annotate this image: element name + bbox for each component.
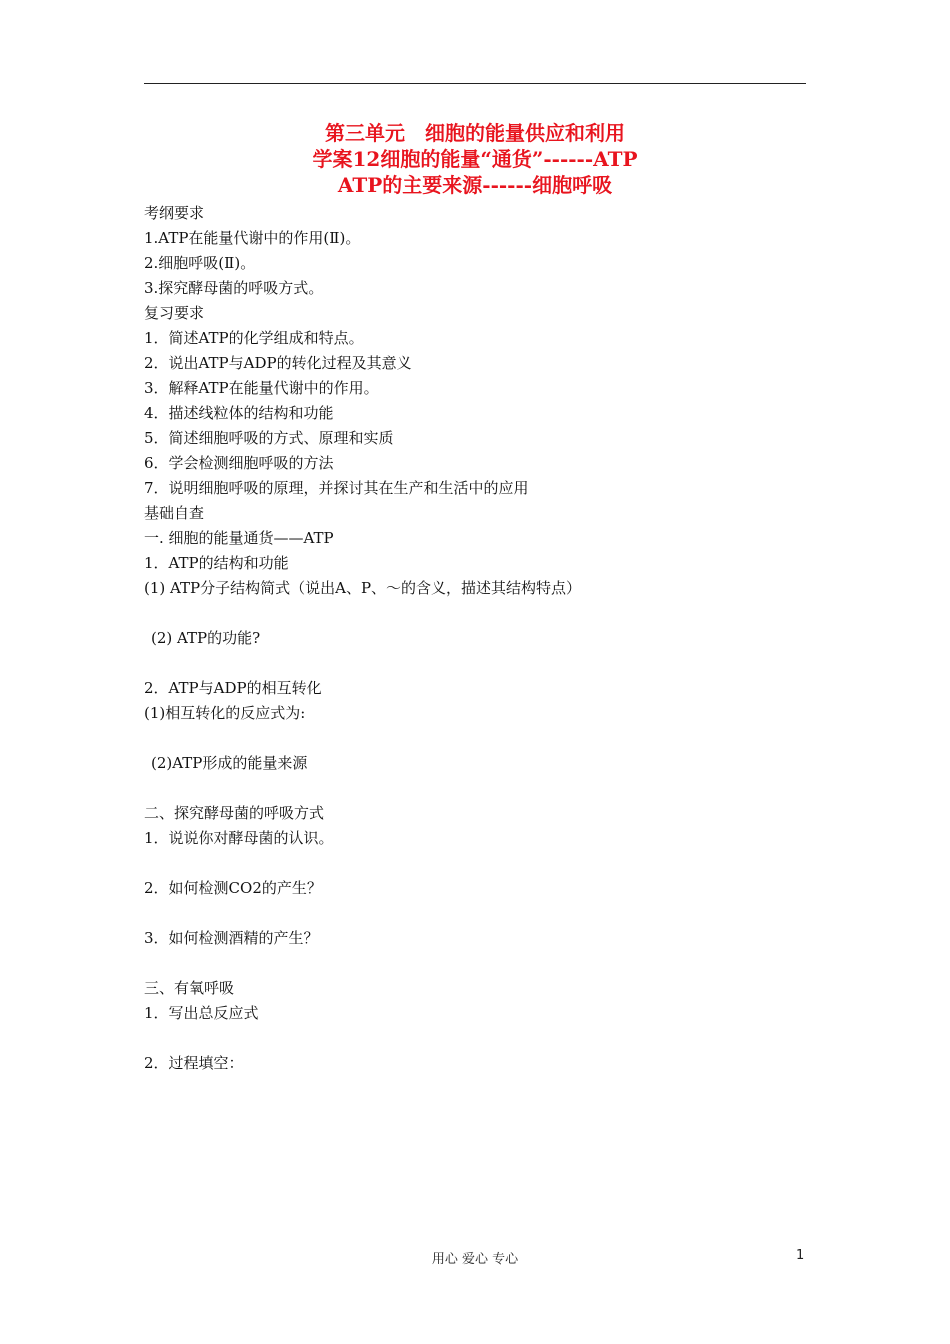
section1-heading: 一. 细胞的能量通货——ATP — [144, 529, 334, 547]
review-item-1: 1．简述ATP的化学组成和特点。 — [144, 329, 364, 347]
review-item-5: 5．简述细胞呼吸的方式、原理和实质 — [144, 429, 394, 447]
section2-item-1: 1．说说你对酵母菌的认识。 — [144, 829, 334, 847]
section1-item-2-sub-1: (1)相互转化的反应式为: — [144, 704, 306, 722]
answer-space — [144, 1026, 806, 1051]
exam-item-3: 3.探究酵母菌的呼吸方式。 — [144, 279, 324, 297]
answer-space — [144, 601, 806, 626]
page-number: 1 — [796, 1248, 805, 1263]
answer-space — [144, 901, 806, 926]
section2-item-3: 3．如何检测酒精的产生？ — [144, 929, 319, 947]
section1-item-2: 2．ATP与ADP的相互转化 — [144, 679, 322, 697]
answer-space — [144, 776, 806, 801]
basics-heading: 基础自查 — [144, 504, 205, 522]
unit-title: 第三单元 细胞的能量供应和利用 — [325, 121, 625, 145]
review-item-2: 2．说出ATP与ADP的转化过程及其意义 — [144, 354, 412, 372]
section1-item-1-sub-1: (1) ATP分子结构简式（说出A、P、～的含义，描述其结构特点） — [144, 579, 582, 597]
answer-space — [144, 951, 806, 976]
review-item-3: 3．解释ATP在能量代谢中的作用。 — [144, 379, 379, 397]
answer-space — [144, 851, 806, 876]
review-item-7: 7．说明细胞呼吸的原理，并探讨其在生产和生活中的应用 — [144, 479, 529, 497]
section2-item-2: 2．如何检测CO2的产生？ — [144, 879, 322, 897]
section1-item-1: 1．ATP的结构和功能 — [144, 554, 289, 572]
section3-item-2: 2．过程填空： — [144, 1054, 244, 1072]
exam-item-2: 2.细胞呼吸(Ⅱ)。 — [144, 254, 256, 272]
section3-heading: 三、有氧呼吸 — [144, 979, 235, 997]
exam-requirements-heading: 考纲要求 — [144, 204, 205, 222]
review-requirements-heading: 复习要求 — [144, 304, 205, 322]
answer-space — [144, 651, 806, 676]
answer-space — [144, 726, 806, 751]
exam-item-1: 1.ATP在能量代谢中的作用(Ⅱ)。 — [144, 229, 361, 247]
document-body — [144, 201, 806, 1076]
footer-slogan: 用心 爱心 专心 — [431, 1252, 519, 1267]
section3-item-1: 1．写出总反应式 — [144, 1004, 259, 1022]
title-block — [144, 120, 806, 198]
lesson-title: 学案12细胞的能量“通货”------ATP — [312, 147, 638, 171]
review-item-6: 6．学会检测细胞呼吸的方法 — [144, 454, 334, 472]
section1-item-1-sub-2: (2) ATP的功能? — [151, 629, 261, 647]
header-rule — [144, 83, 806, 84]
lesson-subtitle: ATP的主要来源------细胞呼吸 — [337, 173, 613, 197]
review-item-4: 4．描述线粒体的结构和功能 — [144, 404, 334, 422]
section1-item-2-sub-2: (2)ATP形成的能量来源 — [151, 754, 308, 772]
section2-heading: 二、探究酵母菌的呼吸方式 — [144, 804, 325, 822]
